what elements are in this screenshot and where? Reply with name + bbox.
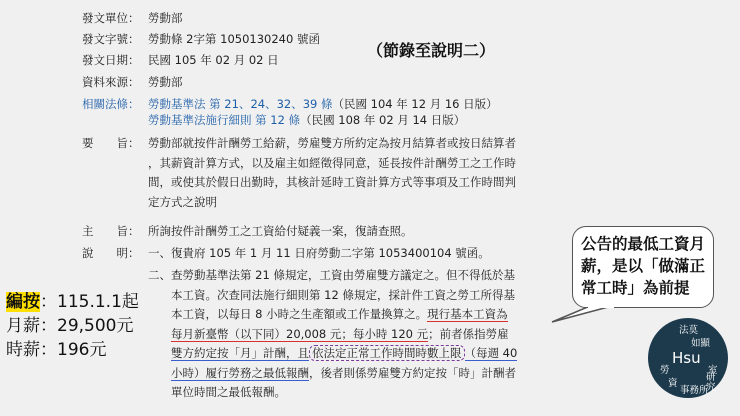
law-version-date: （民國 104 年 12 月 16 日版） [332,97,498,111]
callout-line: 公告的最低工資月 [581,235,706,253]
gist-line: 間，或使其於假日出勤時，其核計延時工資計算方式等事項及工作時間判 [148,175,516,189]
meta-label: 資料來源： [82,75,140,89]
item2-line: 本工資。次查同法施行細則第 12 條規定，採計件工資之勞工所得基 [171,287,515,302]
gist-line: 定方式之說明 [148,194,217,209]
explain-label: 說 明： [82,246,140,260]
note-effective: ：115.1.1起 [40,292,139,312]
logo-text: 勞 [660,365,670,376]
meta-label: 發文日期： [82,53,140,67]
subject-text: 所詢按件計酬勞工之工資給付疑義一案，復請查照。 [148,224,413,238]
monthly-pay-underline: 雙方約定按「月」計酬，且 [171,346,309,360]
item2-text: ；前者係指勞雇 [428,326,509,341]
callout-tail-mask [588,303,614,308]
callout-line: 常工時」為前提 [581,279,690,297]
meta-label: 發文字號： [82,32,140,46]
note-line-1 [6,290,139,314]
logo-text: 事務所 [680,385,709,396]
normal-hours-box: 依法定正常工作時間時數上限 [309,345,465,361]
meta-value: 勞動條 2字第 1050130240 號函 [148,32,320,46]
minimum-pay-underline: 小時）履行勞務之最低報酬 [171,365,309,380]
meta-value: 民國 105 年 02 月 02 日 [148,53,279,67]
logo-text: 室 [708,365,718,376]
law-link-enforcement-rules[interactable]: 勞動基準法施行細則 第 12 條 [148,113,301,127]
related-label: 相關法條： [82,97,140,111]
editor-note [6,290,139,362]
firm-logo [648,318,728,398]
minimum-wage-underline: 現行基本工資為 [427,307,508,321]
note-hourly: 時薪：196元 [6,340,107,360]
logo-text: 如顯 [691,338,711,349]
item2-text: 本工資，以每日 8 小時之生產額或工作量換算之。 [171,307,428,321]
gist-line: 勞動部就按件計酬勞工給薪，勞雇雙方所約定為按月結算者或按日結算者 [148,136,516,150]
page-subtitle: （節錄至說明二） [367,41,496,60]
note-tag: 編按 [6,292,40,312]
logo-text: 研究 [706,372,716,393]
item2-text: ，後者則係勞雇雙方約定按「時」計酬者 [309,365,516,380]
logo-text: 資 [668,378,678,389]
explain-item-1: 一、復貴府 105 年 1 月 11 日府勞動二字第 1053400104 號函。 [148,246,490,260]
callout-line: 薪，是以「做滿正 [581,257,706,275]
meta-value: 勞動部 [148,75,183,89]
meta-value: 勞動部 [148,11,183,25]
note-monthly: 月薪：29,500元 [6,316,134,336]
subject-label: 主 旨： [82,224,140,238]
law-link-labor-standards[interactable]: 勞動基準法 第 21、24、32、39 條 [148,97,333,111]
item2-line: 單位時間之最低報酬。 [171,385,286,399]
law-version-date: （民國 108 年 02 月 14 日版） [300,113,466,127]
weekly-hours-underline: （每週 40 [464,346,518,360]
gist-label: 要 旨： [82,136,140,150]
minimum-wage-amounts: 每月新臺幣（以下同）20,008 元；每小時 120 元 [171,326,429,341]
logo-text: 法莫 [679,325,699,336]
logo-text: Hsu [672,349,701,367]
meta-label: 發文單位： [82,11,140,25]
item2-line: 二、查勞動基準法第 21 條規定，工資由勞雇雙方議定之。但不得低於基 [148,268,515,282]
gist-line: ，其薪資計算方式，以及雇主如經徵得同意，延長按件計酬勞工之工作時 [148,155,516,170]
callout-bubble [572,226,714,308]
